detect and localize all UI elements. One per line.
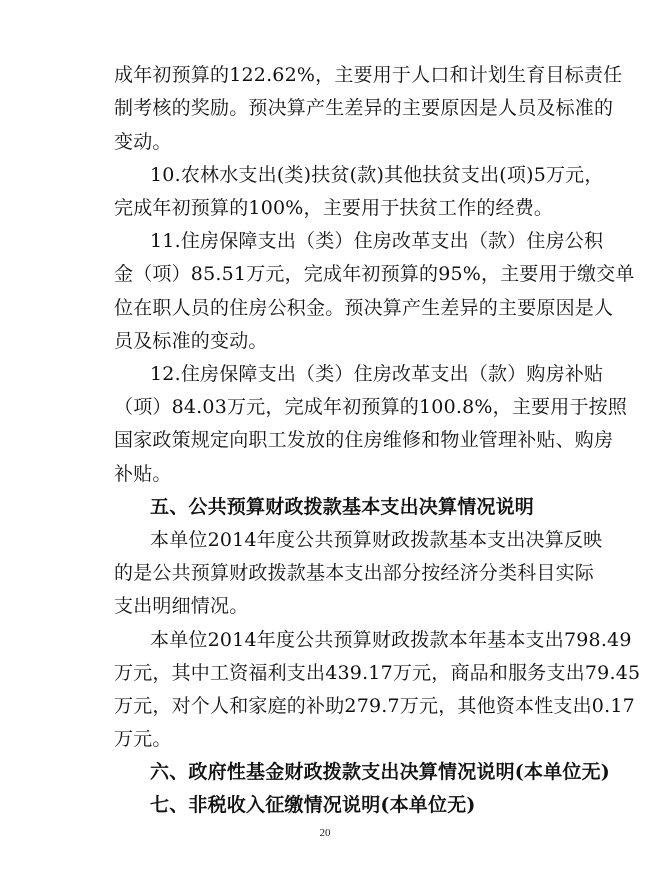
- paragraph-line: 10.农林水支出(类)扶贫(款)其他扶贫支出(项)5万元，: [150, 164, 604, 186]
- section-heading: 六、政府性基金财政拨款支出决算情况说明(本单位无): [150, 761, 610, 783]
- paragraph-line: 的是公共预算财政拨款基本支出部分按经济分类科目实际: [114, 562, 595, 584]
- paragraph-line: 11.住房保障支出（类）住房改革支出（款）住房公积: [150, 230, 604, 252]
- paragraph-line: 完成年初预算的100%，主要用于扶贫工作的经费。: [114, 197, 554, 219]
- section-heading: 七、非税收入征缴情况说明(本单位无): [150, 794, 476, 816]
- section-heading: 五、公共预算财政拨款基本支出决算情况说明: [150, 496, 535, 518]
- paragraph-line: 国家政策规定向职工发放的住房维修和物业管理补贴、购房: [114, 429, 614, 451]
- paragraph-line: 支出明细情况。: [114, 595, 249, 617]
- paragraph-line: 制考核的奖励。预决算产生差异的主要原因是人员及标准的: [114, 97, 614, 119]
- paragraph-line: 12.住房保障支出（类）住房改革支出（款）购房补贴: [150, 363, 604, 385]
- paragraph-line: （项）84.03万元，完成年初预算的100.8%，主要用于按照: [114, 396, 628, 418]
- paragraph-line: 变动。: [114, 131, 172, 153]
- paragraph-line: 万元，其中工资福利支出439.17万元，商品和服务支出79.45: [114, 662, 641, 684]
- page-number: 20: [319, 827, 331, 839]
- paragraph-line: 员及标准的变动。: [114, 330, 268, 352]
- paragraph-line: 补贴。: [114, 463, 172, 485]
- paragraph-line: 本单位2014年度公共预算财政拨款基本支出决算反映: [150, 529, 603, 551]
- paragraph-line: 本单位2014年度公共预算财政拨款本年基本支出798.49: [150, 629, 632, 651]
- paragraph-line: 金（项）85.51万元，完成年初预算的95%，主要用于缴交单: [114, 263, 635, 285]
- paragraph-line: 万元。: [114, 728, 172, 750]
- paragraph-line: 位在职人员的住房公积金。预决算产生差异的主要原因是人: [114, 297, 614, 319]
- paragraph-line: 成年初预算的122.62%，主要用于人口和计划生育目标责任: [114, 64, 623, 86]
- paragraph-line: 万元，对个人和家庭的补助279.7万元，其他资本性支出0.17: [114, 695, 635, 717]
